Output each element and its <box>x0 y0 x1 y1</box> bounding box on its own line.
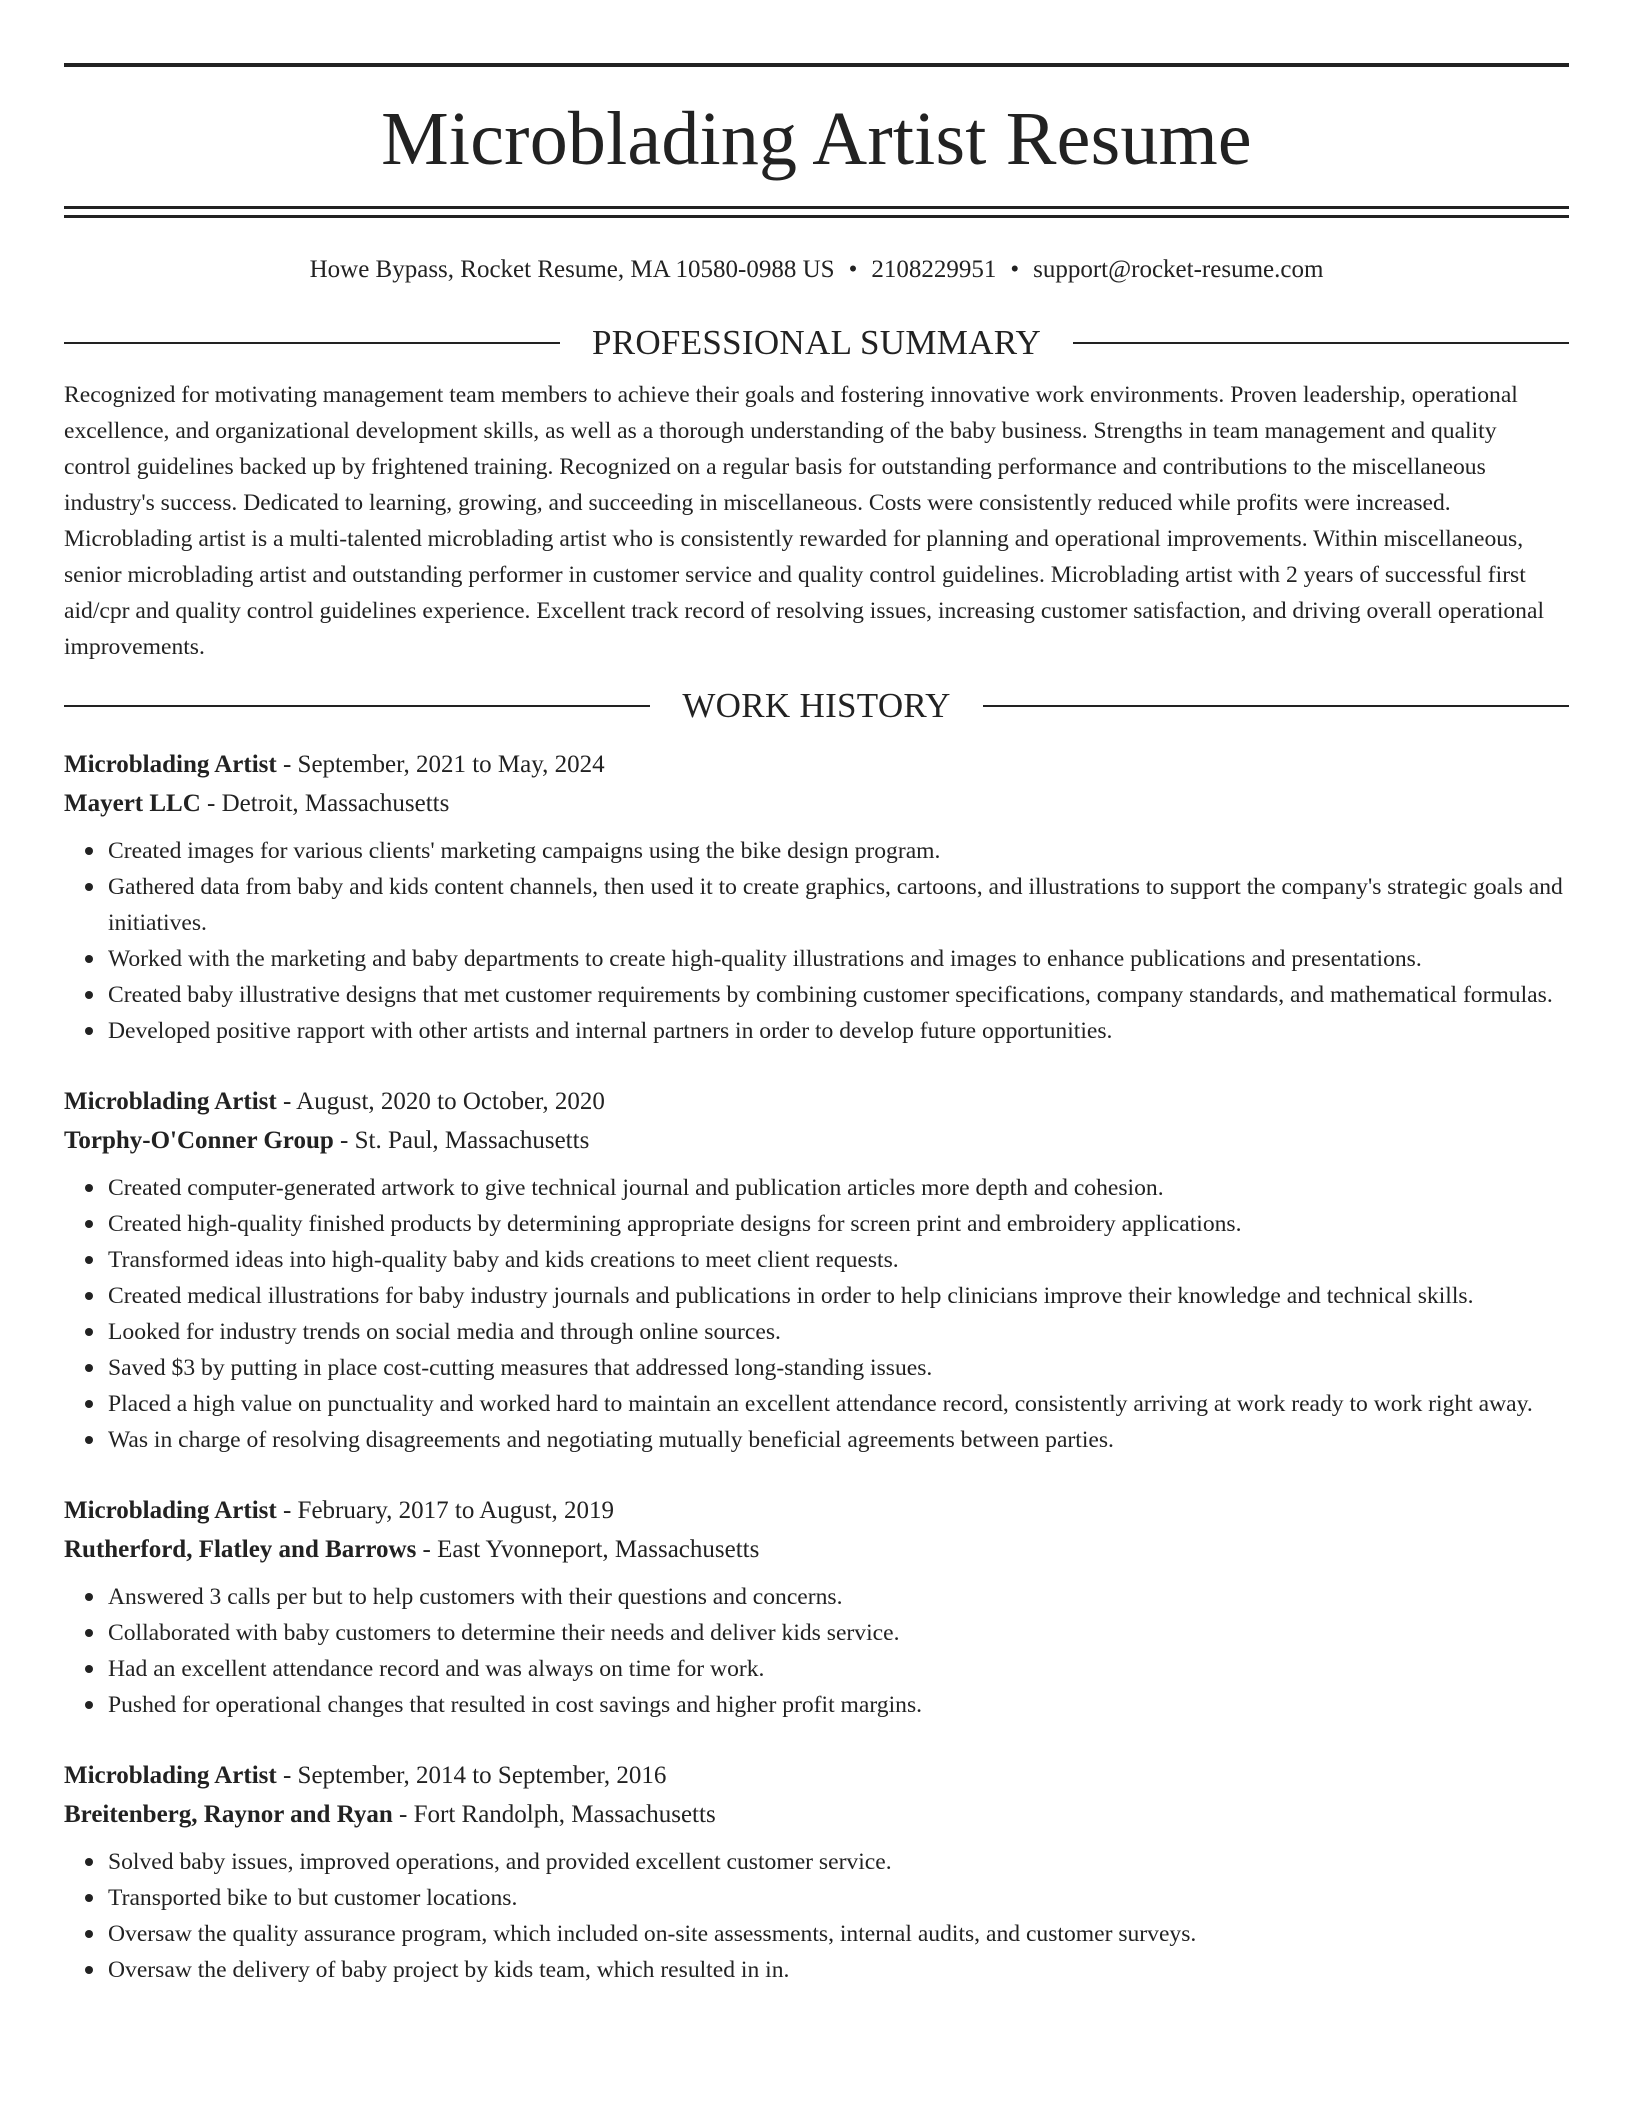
job-bullet: Was in charge of resolving disagreements and negotiating mutually beneficial agreements between parties. <box>108 1422 1569 1458</box>
job-bullet: Transformed ideas into high-quality baby and kids creations to meet client requests. <box>108 1242 1569 1278</box>
job-bullet: Gathered data from baby and kids content channels, then used it to create graphics, cartoons, and illustrations to support the company's strategic goals and initiatives. <box>108 869 1569 941</box>
job-bullet: Oversaw the delivery of baby project by kids team, which resulted in in. <box>108 1952 1569 1988</box>
job-location: - East Yvonneport, Massachusetts <box>416 1536 760 1563</box>
job-bullet: Placed a high value on punctuality and worked hard to maintain an excellent attendance record, consistently arriving at work ready to work right away. <box>108 1386 1569 1422</box>
contact-phone: 2108229951 <box>871 256 997 283</box>
job-entry <box>64 745 1569 1049</box>
job-bullets <box>64 1579 1569 1723</box>
job-dates: - February, 2017 to August, 2019 <box>276 1497 614 1524</box>
job-entry <box>64 1491 1569 1723</box>
job-company-line <box>64 1121 1569 1160</box>
job-title-line <box>64 1491 1569 1530</box>
job-company: Mayert LLC <box>64 790 201 817</box>
job-bullet: Had an excellent attendance record and was always on time for work. <box>108 1651 1569 1687</box>
contact-email: support@rocket-resume.com <box>1033 256 1324 283</box>
job-bullet: Answered 3 calls per but to help customers with their questions and concerns. <box>108 1579 1569 1615</box>
job-company: Breitenberg, Raynor and Ryan <box>64 1801 393 1828</box>
contact-separator: • <box>848 256 858 283</box>
heading-rule-right <box>1073 342 1569 344</box>
job-bullet: Developed positive rapport with other artists and internal partners in order to develop future opportunities. <box>108 1013 1569 1049</box>
job-bullet: Pushed for operational changes that resulted in cost savings and higher profit margins. <box>108 1687 1569 1723</box>
section-heading-summary <box>64 323 1569 363</box>
section-title: WORK HISTORY <box>682 686 951 725</box>
job-company-line <box>64 1795 1569 1834</box>
job-bullet: Created medical illustrations for baby industry journals and publications in order to help clinicians improve their knowledge and technical skills. <box>108 1278 1569 1314</box>
job-dates: - September, 2021 to May, 2024 <box>276 751 605 778</box>
job-company: Torphy-O'Conner Group <box>64 1127 334 1154</box>
job-company-line <box>64 784 1569 823</box>
summary-paragraph: Recognized for motivating management team members to achieve their goals and fostering innovative work environments. Proven leadership, operational excellence, and organizational development skills, as well as a thorough understanding of the baby business. Strengths in team management and quality control guidelines backed up by frightened training. Recognized on a regular basis for outstanding performance and contributions to the miscellaneous industry's success. Dedicated to learning, growing, and succeeding in miscellaneous. Costs were consistently reduced while profits were increased. Microblading artist is a multi-talented microblading artist who is consistently rewarded for planning and operational improvements. Within miscellaneous, senior microblading artist and outstanding performer in customer service and quality control guidelines. Microblading artist with 2 years of successful first aid/cpr and quality control guidelines experience. Excellent track record of resolving issues, increasing customer satisfaction, and driving overall operational improvements. <box>64 382 1545 660</box>
job-bullets <box>64 1844 1569 1988</box>
heading-rule-left <box>64 342 560 344</box>
job-bullets <box>64 833 1569 1049</box>
contact-address: Howe Bypass, Rocket Resume, MA 10580-0988 US <box>309 256 835 283</box>
job-location: - Fort Randolph, Massachusetts <box>392 1801 716 1828</box>
job-bullet: Saved $3 by putting in place cost-cutting measures that addressed long-standing issues. <box>108 1350 1569 1386</box>
job-bullet: Solved baby issues, improved operations, and provided excellent customer service. <box>108 1844 1569 1880</box>
job-bullet: Transported bike to but customer locations. <box>108 1880 1569 1916</box>
job-bullet: Looked for industry trends on social media and through online sources. <box>108 1314 1569 1350</box>
page-title: Microblading Artist Resume <box>381 97 1252 181</box>
job-bullet: Collaborated with baby customers to determine their needs and deliver kids service. <box>108 1615 1569 1651</box>
job-bullet: Created high-quality finished products by determining appropriate designs for screen print and embroidery applications. <box>108 1206 1569 1242</box>
job-title-line <box>64 1082 1569 1121</box>
job-title: Microblading Artist <box>64 1497 277 1524</box>
work-history-list <box>64 745 1569 1988</box>
job-bullet: Created images for various clients' marketing campaigns using the bike design program. <box>108 833 1569 869</box>
contact-separator: • <box>1010 256 1020 283</box>
job-title: Microblading Artist <box>64 751 277 778</box>
job-company-line <box>64 1530 1569 1569</box>
job-title: Microblading Artist <box>64 1088 277 1115</box>
job-location: - St. Paul, Massachusetts <box>333 1127 590 1154</box>
job-dates: - August, 2020 to October, 2020 <box>276 1088 605 1115</box>
heading-rule-right <box>983 705 1569 707</box>
job-bullet: Created baby illustrative designs that met customer requirements by combining customer specifications, company standards, and mathematical formulas. <box>108 977 1569 1013</box>
heading-rule-left <box>64 705 650 707</box>
job-title-line <box>64 745 1569 784</box>
job-dates: - September, 2014 to September, 2016 <box>276 1762 667 1789</box>
job-bullet: Oversaw the quality assurance program, which included on-site assessments, internal audits, and customer surveys. <box>108 1916 1569 1952</box>
job-bullets <box>64 1170 1569 1458</box>
job-title: Microblading Artist <box>64 1762 277 1789</box>
resume-page <box>64 0 1569 1988</box>
section-heading-work <box>64 686 1569 726</box>
job-bullet: Worked with the marketing and baby departments to create high-quality illustrations and images to enhance publications and presentations. <box>108 941 1569 977</box>
job-location: - Detroit, Massachusetts <box>200 790 450 817</box>
job-bullet: Created computer-generated artwork to give technical journal and publication articles more depth and cohesion. <box>108 1170 1569 1206</box>
job-company: Rutherford, Flatley and Barrows <box>64 1536 417 1563</box>
job-title-line <box>64 1756 1569 1795</box>
title-double-rule <box>64 206 1569 218</box>
job-entry <box>64 1756 1569 1988</box>
contact-line <box>64 255 1569 285</box>
section-title: PROFESSIONAL SUMMARY <box>591 323 1042 362</box>
top-rule <box>64 63 1569 67</box>
job-entry <box>64 1082 1569 1458</box>
